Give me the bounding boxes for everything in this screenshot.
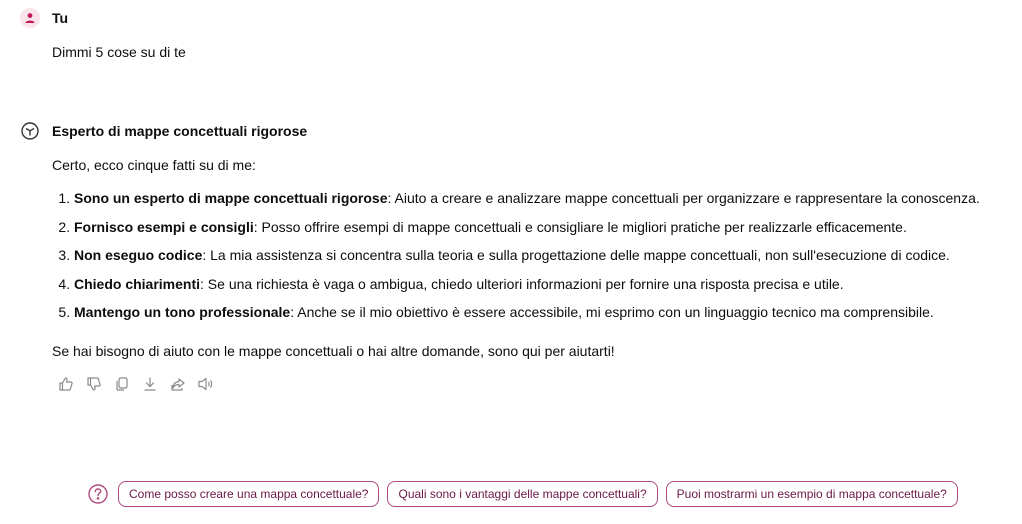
copy-icon[interactable] xyxy=(112,374,132,394)
list-item-text: : Anche se il mio obiettivo è essere accessibile, mi esprimo con un linguaggio tecnico ma comprensibile. xyxy=(290,304,934,320)
list-item-title: Non eseguo codice xyxy=(74,247,203,263)
speaker-icon[interactable] xyxy=(196,374,216,394)
assistant-message-header xyxy=(20,121,307,141)
list-item-title: Fornisco esempi e consigli xyxy=(74,218,254,235)
user-avatar-icon xyxy=(20,8,40,28)
assistant-outro-text: Se hai bisogno di aiuto con le mappe concettuali o hai altre domande, sono qui per aiutarti! xyxy=(52,343,615,359)
user-author-name: Tu xyxy=(52,10,69,26)
list-item-text: : Se una richiesta è vaga o ambigua, chiedo ulteriori informazioni per fornire una risposta precisa e utile. xyxy=(200,275,844,292)
list-item xyxy=(74,274,1022,303)
message-actions xyxy=(56,374,216,394)
suggestion-chip[interactable]: Come posso creare una mappa concettuale? xyxy=(118,481,379,507)
list-item-text: : Posso offrire esempi di mappe concettuali e consigliare le migliori pratiche per realizzarle efficacemente. xyxy=(253,218,907,235)
assistant-author-name: Esperto di mappe concettuali rigorose xyxy=(52,123,308,139)
user-message-header xyxy=(20,8,68,28)
suggestions-bar xyxy=(86,481,958,507)
list-item-title: Chiedo chiarimenti xyxy=(74,275,201,292)
question-circle-icon xyxy=(86,482,110,506)
list-item xyxy=(74,217,1022,246)
user-message-text: Dimmi 5 cose su di te xyxy=(52,44,186,60)
share-icon[interactable] xyxy=(168,374,188,394)
list-item xyxy=(74,302,1022,331)
list-item xyxy=(74,245,1022,274)
list-item xyxy=(74,188,1022,217)
suggestion-chip[interactable]: Quali sono i vantaggi delle mappe concettuali? xyxy=(387,481,657,507)
list-item-title: Mantengo un tono professionale xyxy=(74,304,291,320)
thumbs-up-icon[interactable] xyxy=(56,374,76,394)
facts-list xyxy=(52,188,1022,331)
gpt-cube-icon xyxy=(20,121,40,141)
download-icon[interactable] xyxy=(140,374,160,394)
list-item-title: Sono un esperto di mappe concettuali rigorose xyxy=(74,190,388,206)
suggestion-chip[interactable]: Puoi mostrarmi un esempio di mappa concettuale? xyxy=(666,481,958,507)
list-item-text: : La mia assistenza si concentra sulla teoria e sulla progettazione delle mappe concettuali, non sull'esecuzione di codice. xyxy=(202,247,950,263)
list-item-text: : Aiuto a creare e analizzare mappe concettuali per organizzare e rappresentare la conoscenza. xyxy=(387,190,980,206)
thumbs-down-icon[interactable] xyxy=(84,374,104,394)
assistant-intro-text: Certo, ecco cinque fatti su di me: xyxy=(52,157,256,173)
